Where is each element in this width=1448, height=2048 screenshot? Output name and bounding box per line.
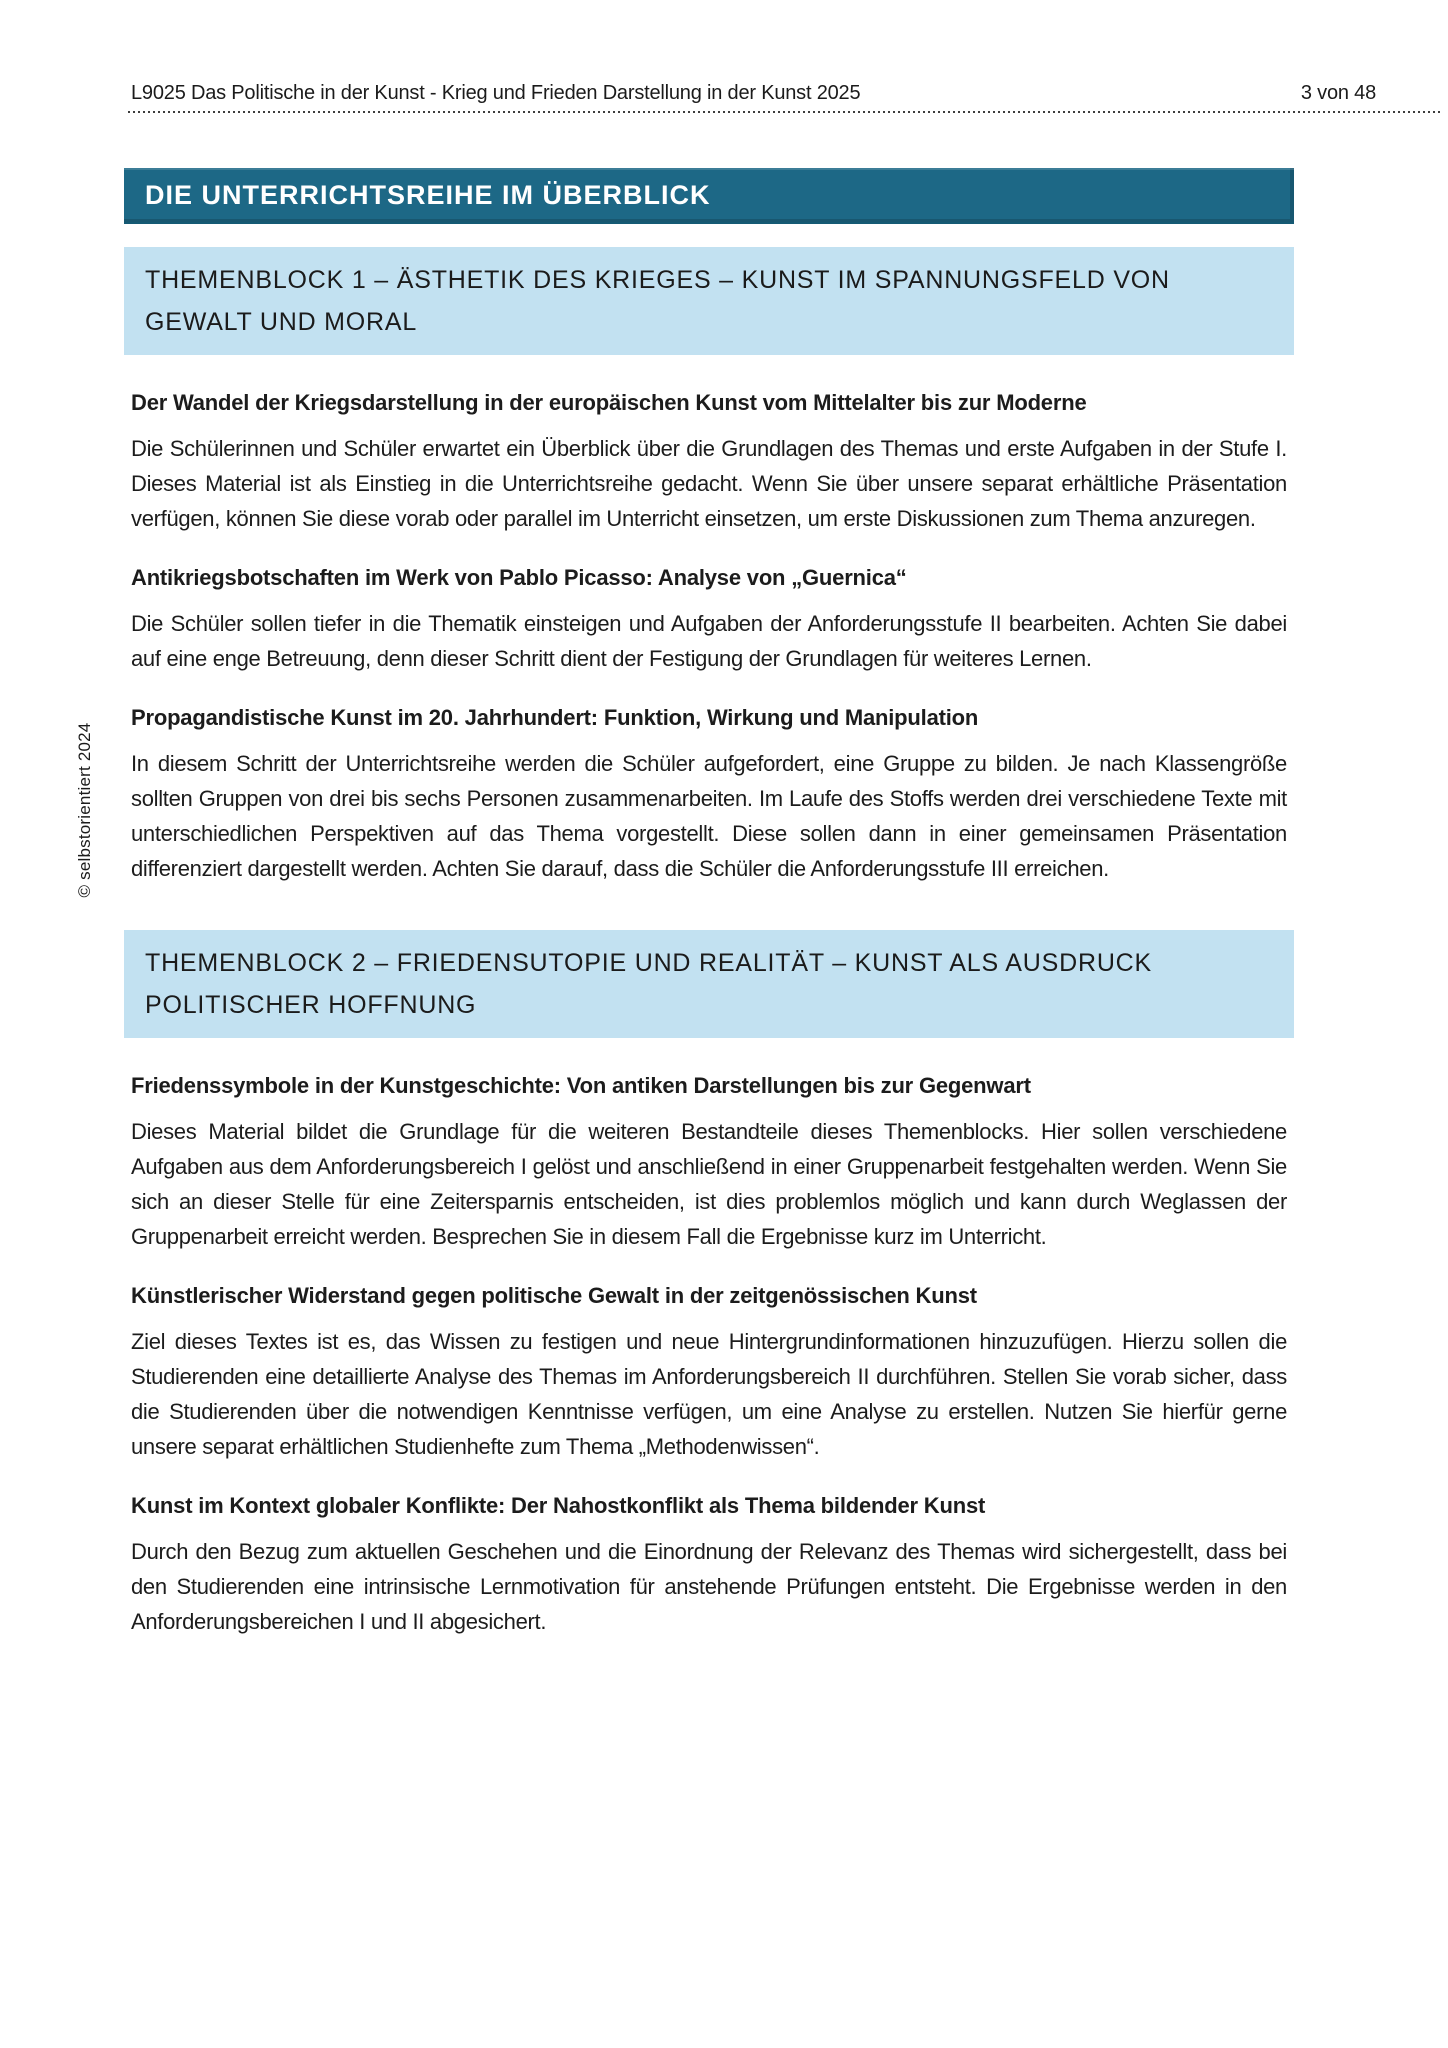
section-entry xyxy=(131,564,1287,676)
running-header xyxy=(131,82,1376,105)
themenblock2-banner: THEMENBLOCK 2 – FRIEDENSUTOPIE UND REALITÄT – KUNST ALS AUSDRUCK POLITISCHER HOFFNUNG xyxy=(124,930,1294,1038)
themenblock1-banner: THEMENBLOCK 1 – ÄSTHETIK DES KRIEGES – KUNST IM SPANNUNGSFELD VON GEWALT UND MORAL xyxy=(124,247,1294,355)
header-divider xyxy=(128,111,1442,113)
section-paragraph: In diesem Schritt der Unterrichtsreihe werden die Schüler aufgefordert, eine Gruppe zu bilden. Je nach Klassengröße sollten Gruppen von drei bis sechs Personen zusammenarbeiten. Im Laufe des Stoffs werden drei verschiedene Texte mit unterschiedlichen Perspektiven auf das Thema vorgestellt. Diese sollen dann in einer gemeinsamen Präsentation differenziert dargestellt werden. Achten Sie darauf, dass die Schüler die Anforderungsstufe III erreichen. xyxy=(131,751,1287,881)
section-entry xyxy=(131,1282,1287,1464)
page-indicator: 3 von 48 xyxy=(1300,82,1376,104)
section-heading: Der Wandel der Kriegsdarstellung in der europäischen Kunst vom Mittelalter bis zur Moderne xyxy=(131,390,1087,415)
section-paragraph: Die Schüler sollen tiefer in die Thematik einsteigen und Aufgaben der Anforderungsstufe II bearbeiten. Achten Sie dabei auf eine enge Betreuung, denn dieser Schritt dient der Festigung der Grundlagen für weiteres Lernen. xyxy=(131,611,1287,671)
section-paragraph: Dieses Material bildet die Grundlage für die weiteren Bestandteile dieses Themenblocks. Hier sollen verschiedene Aufgaben aus dem Anforderungsbereich I gelöst und anschließend in einer Gruppenarbeit festgehalten werden. Wenn Sie sich an dieser Stelle für eine Zeitersparnis entscheiden, ist dies problemlos möglich und kann durch Weglassen der Gruppenarbeit erreicht werden. Besprechen Sie in diesem Fall die Ergebnisse kurz im Unterricht. xyxy=(131,1119,1287,1249)
section-entry xyxy=(131,704,1287,886)
copyright-note: © selbstorientiert 2024 xyxy=(75,722,94,898)
section-heading: Friedenssymbole in der Kunstgeschichte: Von antiken Darstellungen bis zur Gegenwart xyxy=(131,1073,1031,1098)
section-heading: Künstlerischer Widerstand gegen politische Gewalt in der zeitgenössischen Kunst xyxy=(131,1283,977,1308)
section-paragraph: Ziel dieses Textes ist es, das Wissen zu festigen und neue Hintergrundinformationen hinzuzufügen. Hierzu sollen die Studierenden eine detaillierte Analyse des Themas im Anforderungsbereich II durchführen. Stellen Sie vorab sicher, dass die Studierenden über die notwendigen Kenntnisse verfügen, um eine Analyse zu erstellen. Nutzen Sie hierfür gerne unsere separat erhältlichen Studienhefte zum Thema „Methodenwissen“. xyxy=(131,1329,1287,1459)
section-paragraph: Die Schülerinnen und Schüler erwartet ein Überblick über die Grundlagen des Themas und erste Aufgaben in der Stufe I. Dieses Material ist als Einstieg in die Unterrichtsreihe gedacht. Wenn Sie über unsere separat erhältliche Präsentation verfügen, können Sie diese vorab oder parallel im Unterricht einsetzen, um erste Diskussionen zum Thema anzuregen. xyxy=(131,436,1287,531)
section-heading: Antikriegsbotschaften im Werk von Pablo Picasso: Analyse von „Guernica“ xyxy=(131,565,907,590)
section-heading: Propagandistische Kunst im 20. Jahrhundert: Funktion, Wirkung und Manipulation xyxy=(131,705,979,730)
page-content xyxy=(131,168,1287,1639)
overview-banner: DIE UNTERRICHTSREIHE IM ÜBERBLICK xyxy=(124,168,1294,224)
section-paragraph: Durch den Bezug zum aktuellen Geschehen und die Einordnung der Relevanz des Themas wird sichergestellt, dass bei den Studierenden eine intrinsische Lernmotivation für anstehende Prüfungen entsteht. Die Ergebnisse werden in den Anforderungsbereichen I und II abgesichert. xyxy=(131,1539,1287,1634)
header-title: L9025 Das Politische in der Kunst - Krieg und Frieden Darstellung in der Kunst 2025 xyxy=(131,82,861,104)
section-heading: Kunst im Kontext globaler Konflikte: Der Nahostkonflikt als Thema bildender Kunst xyxy=(131,1493,986,1518)
section-entry xyxy=(131,1072,1287,1254)
section-entry xyxy=(131,1492,1287,1639)
section-entry xyxy=(131,389,1287,536)
